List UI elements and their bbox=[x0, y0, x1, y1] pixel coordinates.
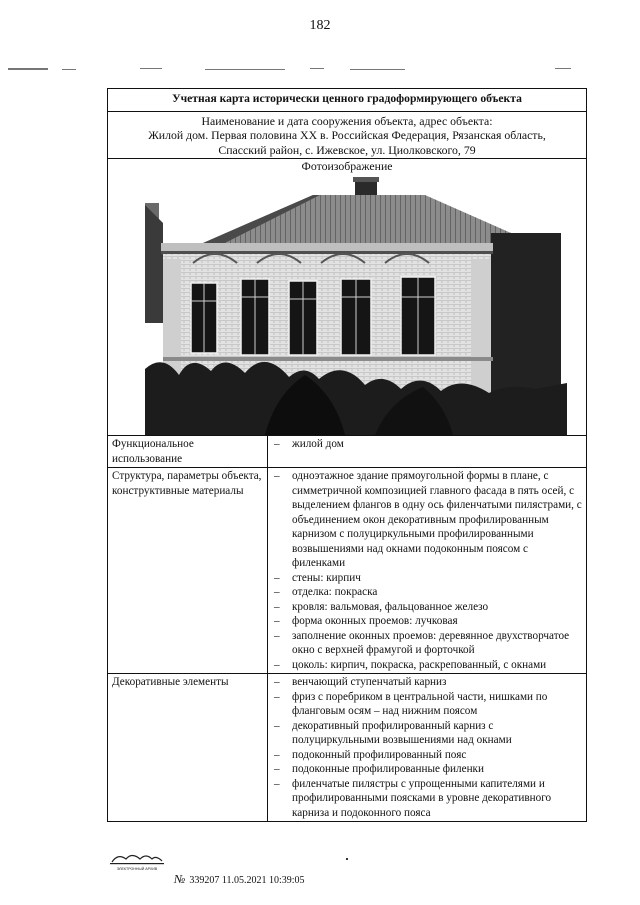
scan-artifact bbox=[62, 69, 76, 70]
list-item: – кровля: вальмовая, фальцованное железо bbox=[271, 600, 582, 615]
name-date-line1: Жилой дом. Первая половина XX в. Российская Федерация, Рязанская область, bbox=[148, 128, 546, 143]
list-item: – форма оконных проемов: лучковая bbox=[271, 614, 582, 629]
name-date-label: Наименование и дата сооружения объекта, адрес объекта: bbox=[201, 113, 493, 128]
row-decorative bbox=[108, 674, 586, 821]
page-number: 182 bbox=[309, 18, 331, 33]
row-value-decorative bbox=[268, 674, 586, 821]
object-info bbox=[108, 112, 586, 160]
list-item: – жилой дом bbox=[271, 437, 582, 452]
archive-logo bbox=[108, 852, 166, 872]
name-date-line2: Спасский район, с. Ижевское, ул. Циолковского, 79 bbox=[218, 142, 476, 157]
scan-artifact bbox=[555, 68, 571, 69]
card-title: Учетная карта исторически ценного градоформирующего объекта bbox=[108, 89, 586, 112]
list-item: – подоконный профилированный пояс bbox=[271, 748, 582, 763]
scan-artifact bbox=[350, 69, 405, 70]
list-item: – подоконные профилированные филенки bbox=[271, 762, 582, 777]
scan-artifact bbox=[310, 68, 324, 69]
list-item: – заполнение оконных проемов: деревянное двухстворчатое окно с верхней фрамугой и форточкой bbox=[271, 629, 582, 658]
row-label-decorative: Декоративные элементы bbox=[108, 674, 268, 821]
scan-artifact bbox=[140, 68, 162, 69]
document-stamp bbox=[174, 872, 305, 887]
photo-block bbox=[108, 159, 586, 436]
building-photo bbox=[145, 173, 567, 435]
list-item: – филенчатые пилястры с упрощенными капителями и профилированными поясками в уровне декоративного карниза и подоконного пояса bbox=[271, 777, 582, 821]
row-label-function: Функциональное использование bbox=[108, 436, 268, 467]
list-item: – фриз с поребриком в центральной части, нишками по фланговым осям – над нижним поясом bbox=[271, 690, 582, 719]
list-item: – венчающий ступенчатый карниз bbox=[271, 675, 582, 690]
list-item: – цоколь: кирпич, покраска, раскрепованный, с окнами bbox=[271, 658, 582, 673]
scan-dot bbox=[346, 858, 348, 860]
row-value-function bbox=[268, 436, 586, 467]
scan-artifact bbox=[205, 69, 285, 70]
list-item: – отделка: покраска bbox=[271, 585, 582, 600]
row-label-structure: Структура, параметры объекта, конструктивные материалы bbox=[108, 468, 268, 673]
logo-caption: ЭЛЕКТРОННЫЙ АРХИВ bbox=[116, 867, 158, 871]
row-structure bbox=[108, 468, 586, 674]
number-mark: № bbox=[174, 872, 186, 886]
stamp-text: 339207 11.05.2021 10:39:05 bbox=[189, 875, 305, 886]
photo-label: Фотоизображение bbox=[301, 159, 393, 174]
registration-card bbox=[107, 88, 587, 822]
list-item: – одноэтажное здание прямоугольной формы в плане, с симметричной композицией главного фасада в пять осей, с выделением флангов в одну ось филенчатыми пилястрами, с объединением окон декоративным профилированным карнизом с полуциркульными профилированными возвышениями над окнами подоконным поясом с филенками bbox=[271, 469, 582, 571]
row-value-structure bbox=[268, 468, 586, 673]
list-item: – стены: кирпич bbox=[271, 571, 582, 586]
list-item: – декоративный профилированный карниз с полуциркульными возвышениями над окнами bbox=[271, 719, 582, 748]
row-function bbox=[108, 436, 586, 468]
scan-artifact bbox=[8, 68, 48, 70]
